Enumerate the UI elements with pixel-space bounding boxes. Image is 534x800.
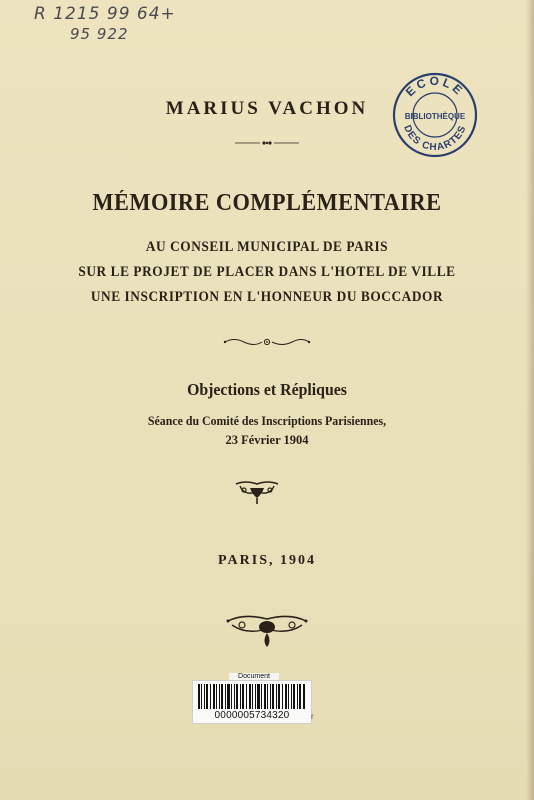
- barcode-number: 0000005734320: [214, 710, 290, 721]
- author-name: MARIUS VACHON: [165, 98, 369, 119]
- svg-text:ECOLE: [403, 74, 467, 99]
- handwritten-number: 95 922: [70, 25, 129, 43]
- imprint-place-date: PARIS, 1904: [218, 553, 316, 568]
- stamp-top-text: ECOLE: [402, 73, 468, 100]
- handwritten-shelfmark: R 1215 99 64+: [34, 4, 176, 24]
- stamp-bottom-text: DES CHARTES: [401, 123, 469, 154]
- document-title: MÉMOIRE COMPLÉMENTAIRE: [92, 190, 442, 216]
- stamp-center-text: BIBLIOTHÈQUE: [404, 112, 466, 121]
- rule-ornament-icon: [233, 138, 301, 148]
- section-heading: Objections et Répliques: [187, 380, 347, 399]
- session-date: 23 Février 1904: [225, 433, 309, 447]
- floral-tailpiece-icon: [222, 611, 312, 649]
- subtitle-line-3: UNE INSCRIPTION EN L'HONNEUR DU BOCCADOR: [90, 289, 444, 305]
- barcode-icon: [198, 684, 306, 709]
- barcode-sticker: [192, 680, 312, 724]
- subtitle-line-2: SUR LE PROJET DE PLACER DANS L'HOTEL DE VILLE: [78, 264, 456, 280]
- barcode-label: Document: [229, 673, 279, 680]
- scroll-ornament-icon: [222, 336, 312, 348]
- corner-mark: r: [311, 712, 314, 721]
- subtitle-line-1: AU CONSEIL MUNICIPAL DE PARIS: [145, 239, 389, 255]
- fleuron-ornament-icon: [232, 478, 282, 506]
- session-line: Séance du Comité des Inscriptions Parisiennes,: [147, 414, 387, 428]
- page-edge-shadow: [526, 0, 534, 800]
